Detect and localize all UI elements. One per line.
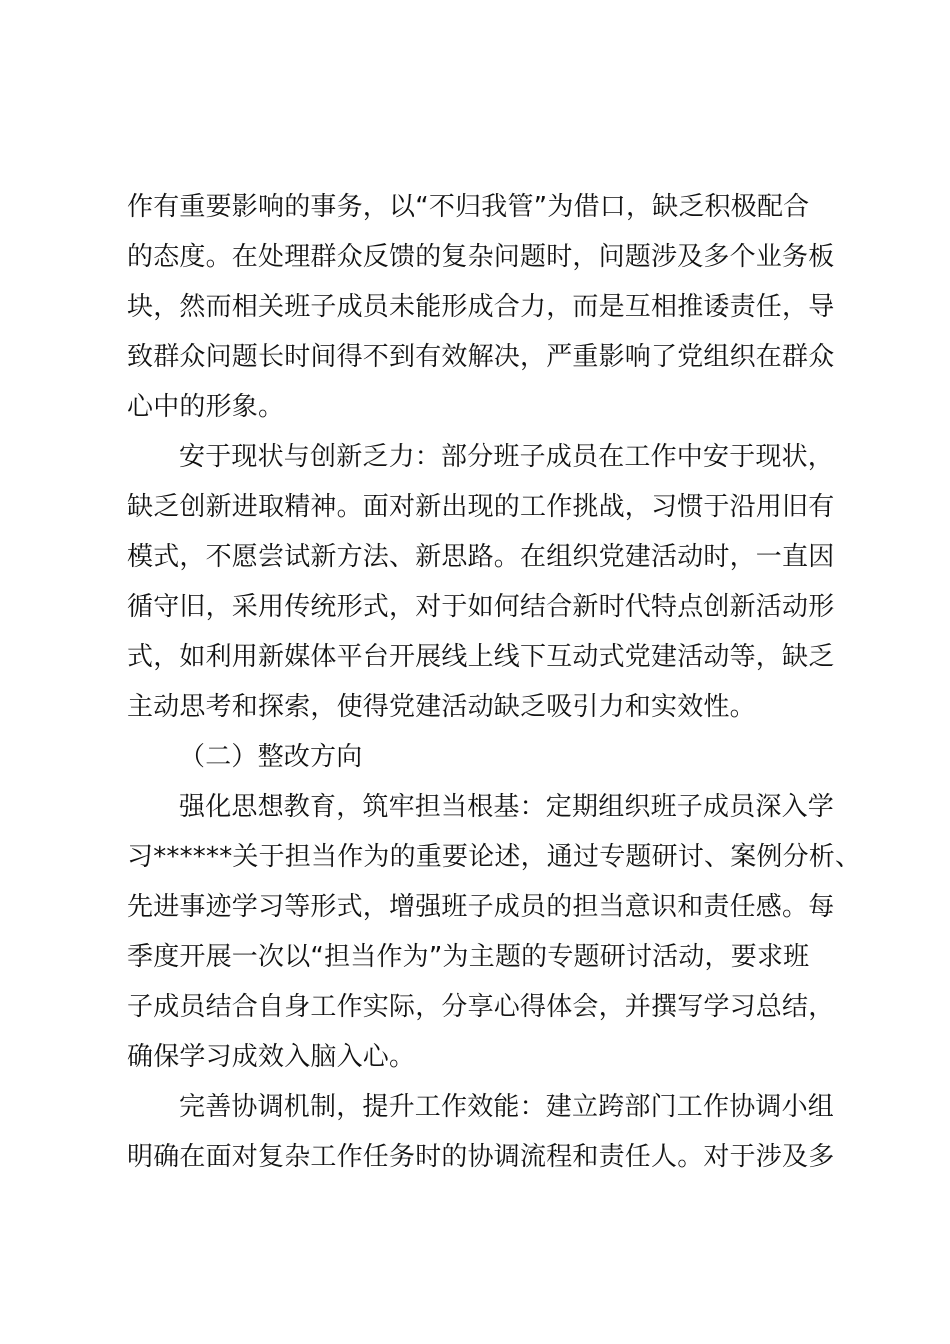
text-line: 明确在面对复杂工作任务时的协调流程和责任人。对于涉及多 bbox=[127, 1142, 835, 1172]
text-line: 心中的形象。 bbox=[127, 392, 285, 422]
text-line: 缺乏创新进取精神。面对新出现的工作挑战，习惯于沿用旧有 bbox=[127, 492, 835, 522]
text-line: 循守旧，采用传统形式，对于如何结合新时代特点创新活动形 bbox=[127, 592, 835, 622]
text-line: 习******关于担当作为的重要论述，通过专题研讨、案例分析、 bbox=[127, 842, 862, 872]
document-body bbox=[127, 182, 862, 1182]
text-line: 式，如利用新媒体平台开展线上线下互动式党建活动等，缺乏 bbox=[127, 642, 835, 672]
text-line: 主动思考和探索，使得党建活动缺乏吸引力和实效性。 bbox=[127, 692, 756, 722]
text-line: 致群众问题长时间得不到有效解决，严重影响了党组织在群众 bbox=[127, 342, 835, 372]
text-line: 模式，不愿尝试新方法、新思路。在组织党建活动时，一直因 bbox=[127, 542, 835, 572]
paragraph-heading-line: 完善协调机制，提升工作效能：建立跨部门工作协调小组 bbox=[179, 1092, 835, 1122]
paragraph-heading-line: 强化思想教育，筑牢担当根基：定期组织班子成员深入学 bbox=[179, 792, 835, 822]
text-line: 作有重要影响的事务，以“不归我管”为借口，缺乏积极配合 bbox=[127, 192, 810, 222]
text-line: 季度开展一次以“担当作为”为主题的专题研讨活动，要求班 bbox=[127, 942, 810, 972]
text-line: 的态度。在处理群众反馈的复杂问题时，问题涉及多个业务板 bbox=[127, 242, 835, 272]
paragraph-heading-line: 安于现状与创新乏力：部分班子成员在工作中安于现状， bbox=[179, 442, 835, 472]
text-line: 确保学习成效入脑入心。 bbox=[127, 1042, 416, 1072]
text-line: 块，然而相关班子成员未能形成合力，而是互相推诿责任，导 bbox=[127, 292, 835, 322]
section-heading: （二）整改方向 bbox=[179, 742, 363, 772]
text-line: 先进事迹学习等形式，增强班子成员的担当意识和责任感。每 bbox=[127, 892, 835, 922]
text-line: 子成员结合自身工作实际，分享心得体会，并撰写学习总结， bbox=[127, 992, 835, 1022]
